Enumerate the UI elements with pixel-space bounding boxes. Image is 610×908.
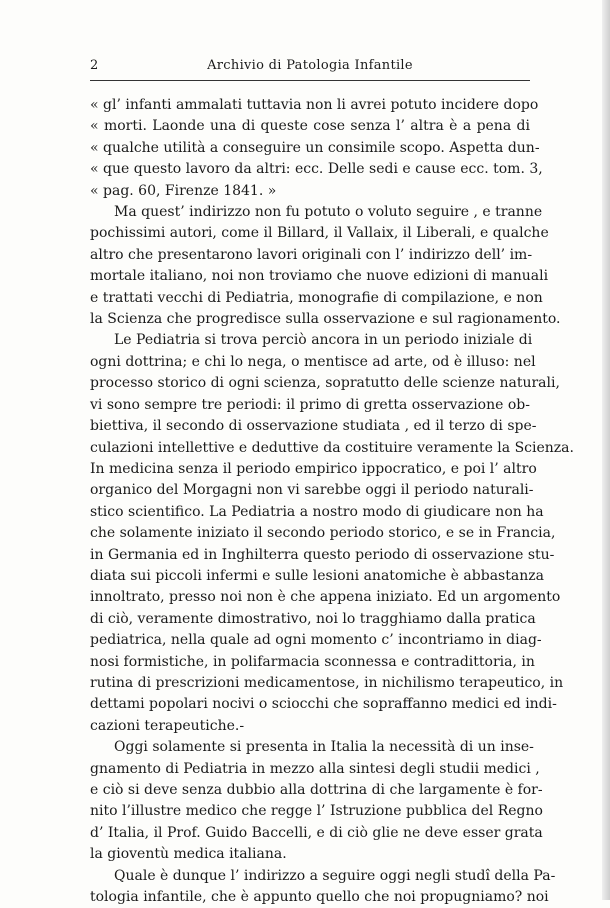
text-line: stico scientifico. La Pediatria a nostro modo di giudicare non ha [90, 503, 544, 520]
text-line: innoltrato, presso noi non è che appena iniziato. Ed un argomento [90, 589, 561, 606]
text-line: gnamento di Pediatria in mezzo alla sintesi degli studii medici , [90, 760, 540, 777]
text-line: rutina di prescrizioni medicamentose, in nichilismo terapeutico, in [90, 674, 564, 691]
text-line: pediatrica, nella quale ad ogni momento c’ incontriamo in diag- [90, 632, 542, 649]
text-line: dettami popolari nocivi o sciocchi che sopraffanno medici ed indi- [90, 696, 557, 713]
text-line: Ma quest’ indirizzo non fu potuto o voluto seguire , e tranne [114, 204, 543, 221]
text-line: « pag. 60, Firenze 1841. » [90, 182, 277, 199]
text-line: diata sui piccoli infermi e sulle lesioni anatomiche è abbastanza [90, 567, 544, 584]
page-edge-shadow [602, 0, 610, 900]
text-line: tologia infantile, che è appunto quello che noi propugniamo? noi [90, 889, 549, 906]
page-number: 2 [90, 58, 99, 73]
text-line: nito l’illustre medico che regge l’ Istruzione pubblica del Regno [90, 803, 543, 820]
text-line: altro che presentarono lavori originali con l’ indirizzo dell’ im- [90, 246, 533, 263]
header-rule [90, 80, 530, 81]
text-line: « gl’ infanti ammalati tuttavia non li avrei potuto incidere dopo [90, 97, 539, 113]
text-line: in Germania ed in Inghilterra questo periodo di osservazione stu- [90, 546, 555, 563]
running-title: Archivio di Patologia Infantile [207, 58, 413, 73]
text-line: la Scienza che progredisce sulla osservazione e sul ragionamento. [90, 311, 561, 328]
text-line: vi sono sempre tre periodi: il primo di gretta osservazione ob- [90, 396, 530, 413]
text-line: e trattati vecchi di Pediatria, monografie di compilazione, e non [90, 289, 543, 306]
text-line: biettiva, il secondo di osservazione studiata , ed il terzo di spe- [90, 418, 537, 435]
text-line: cazioni terapeutiche.- [90, 717, 245, 734]
text-line: ogni dottrina; e chi lo nega, o mentisce ad arte, od è illuso: nel [90, 353, 536, 370]
text-line: In medicina senza il periodo empirico ippocratico, e poi l’ altro [90, 460, 537, 477]
body-text [90, 95, 574, 908]
text-line: « qualche utilità a conseguire un consimile scopo. Aspetta dun- [90, 139, 540, 156]
text-line: mortale italiano, noi non troviamo che nuove edizioni di manuali [90, 268, 549, 285]
text-line: organico del Morgagni non vi sarebbe oggi il periodo naturali- [90, 482, 534, 499]
text-line: culazioni intellettive e deduttive da costituire veramente la Scienza. [90, 439, 574, 456]
text-line: nosi formistiche, in polifarmacia sconnessa e contradittoria, in [90, 653, 535, 670]
text-line: Le Pediatria si trova perciò ancora in un periodo iniziale di [114, 332, 533, 349]
text-line: di ciò, veramente dimostrativo, noi lo tragghiamo dalla pratica [90, 610, 536, 627]
text-line: Quale è dunque l’ indirizzo a seguire oggi negli studî della Pa- [114, 867, 556, 884]
text-line: « que questo lavoro da altri: ecc. Delle sedi e cause ecc. tom. 3, [90, 161, 543, 178]
running-header [90, 58, 530, 80]
text-line: che solamente iniziato il secondo periodo storico, e se in Francia, [90, 525, 556, 542]
text-line: processo storico di ogni scienza, sopratutto delle scienze naturali, [90, 375, 560, 392]
text-line: pochissimi autori, come il Billard, il Vallaix, il Liberali, e qualche [90, 225, 549, 242]
text-line: Oggi solamente si presenta in Italia la necessità di un inse- [114, 739, 534, 756]
text-line: « morti. Laonde una di queste cose senza l’ altra è a pena di [90, 118, 530, 135]
text-line: la gioventù medica italiana. [90, 846, 287, 863]
text-line: e ciò si deve senza dubbio alla dottrina di che largamente è for- [90, 782, 543, 798]
text-line: d’ Italia, il Prof. Guido Baccelli, e di ciò glie ne deve esser grata [90, 824, 543, 841]
